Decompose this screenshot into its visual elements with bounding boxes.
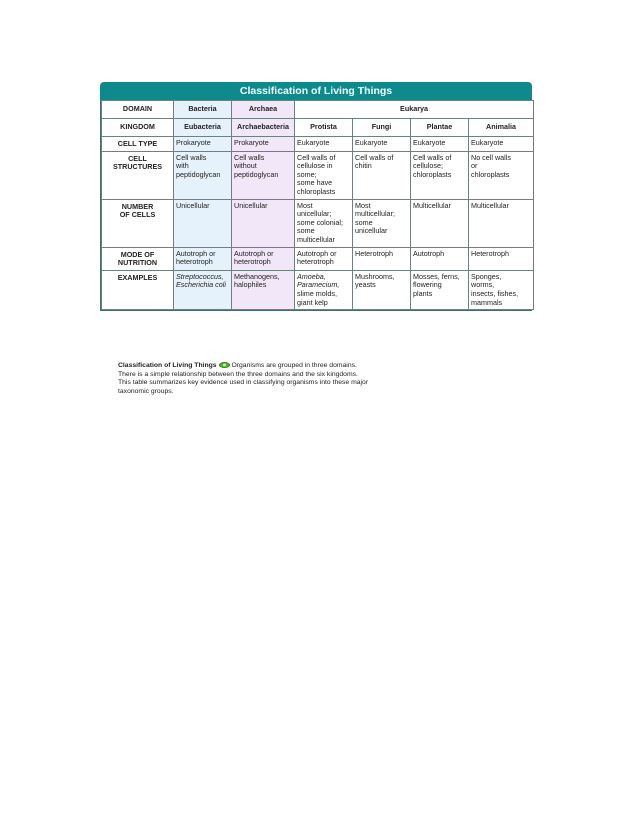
cell-line: peptidoglycan <box>234 169 279 179</box>
cell-line: Prokaryote <box>176 138 211 147</box>
cell-line: Cell walls <box>176 152 207 162</box>
table-cell <box>469 199 534 247</box>
row-label-line: NUTRITION <box>117 258 158 268</box>
table-cell <box>295 137 353 152</box>
cell-line: Most <box>297 200 313 210</box>
row-label <box>102 137 174 152</box>
cell-line: without <box>234 161 257 171</box>
eye-icon <box>219 362 230 368</box>
cell-line: slime molds, <box>297 288 337 298</box>
table-row <box>102 199 534 247</box>
table-cell <box>469 151 534 199</box>
cell-line: Heterotroph <box>471 248 509 258</box>
table-cell <box>295 247 353 270</box>
cell-line: heterotroph <box>297 257 334 267</box>
cell-line: Cell walls <box>234 152 265 162</box>
table-cell <box>469 270 534 309</box>
cell-line: Escherichia coli <box>176 280 226 290</box>
cell-line: Paramecium, <box>297 280 340 290</box>
cell-line: plants <box>413 288 433 298</box>
row-label-line: CELL <box>128 153 147 163</box>
table-cell <box>174 270 232 309</box>
cell-line: or <box>471 161 478 171</box>
table-cell <box>353 199 411 247</box>
cell-line: Autotroph or <box>176 248 216 258</box>
table-cell <box>174 247 232 270</box>
table-row <box>102 151 534 199</box>
table-cell <box>469 137 534 152</box>
classification-figure <box>100 82 532 311</box>
cell-line: Eukaryote <box>413 138 446 147</box>
cell-line: unicellular; <box>297 209 332 219</box>
cell-line: No cell walls <box>471 152 511 162</box>
row-label-line: MODE OF <box>120 249 155 259</box>
cell-line: Unicellular <box>176 200 210 210</box>
table-cell <box>232 247 295 270</box>
caption-line4: taxonomic groups. <box>118 387 174 395</box>
cell-line: Mushrooms, <box>355 271 395 281</box>
table-cell <box>174 137 232 152</box>
cell-line: Eukaryote <box>471 138 504 147</box>
cell-line: flowering <box>413 280 442 290</box>
table-cell <box>353 137 411 152</box>
table-cell <box>295 199 353 247</box>
cell-line: some <box>297 226 315 236</box>
header-cell: Protista <box>295 119 353 137</box>
cell-line: some colonial; <box>297 217 343 227</box>
cell-line: Heterotroph <box>355 248 393 258</box>
table-cell <box>411 151 469 199</box>
table-cell <box>232 137 295 152</box>
cell-line: some have <box>297 178 333 188</box>
header-cell: Plantae <box>411 119 469 137</box>
cell-line: heterotroph <box>234 257 271 267</box>
cell-line: heterotroph <box>176 257 213 267</box>
cell-line: Autotroph or <box>234 248 274 258</box>
cell-line: Eukaryote <box>355 138 388 147</box>
caption-line2: There is a simple relationship between the three domains and the six kingdoms. <box>118 370 358 378</box>
table-cell <box>411 199 469 247</box>
table-cell <box>295 270 353 309</box>
cell-line: Multicellular <box>471 200 509 210</box>
row-label <box>102 199 174 247</box>
cell-line: peptidoglycan <box>176 169 221 179</box>
row-label-line: NUMBER <box>121 201 154 211</box>
header-row <box>102 101 534 119</box>
cell-line: cellulose; <box>413 161 443 171</box>
row-label: DOMAIN <box>102 101 174 119</box>
cell-line: halophiles <box>234 280 267 290</box>
table-cell <box>411 137 469 152</box>
cell-line: chloroplasts <box>413 169 452 179</box>
cell-line: Mosses, ferns, <box>413 271 460 281</box>
table-cell <box>232 270 295 309</box>
row-label <box>102 270 174 309</box>
cell-line: Most <box>355 200 371 210</box>
caption-line1: Organisms are grouped in three domains. <box>231 362 357 369</box>
header-cell: Animalia <box>469 119 534 137</box>
table-frame <box>100 100 532 311</box>
table-cell <box>411 270 469 309</box>
table-row <box>102 247 534 270</box>
header-cell: Archaebacteria <box>232 119 295 137</box>
table-cell <box>232 199 295 247</box>
header-cell: Eukarya <box>295 101 534 119</box>
table-cell <box>232 151 295 199</box>
cell-line: multicellular; <box>355 209 395 219</box>
cell-line: cellulose in <box>297 161 333 171</box>
cell-line: Amoeba, <box>297 271 326 281</box>
cell-line: mammals <box>471 297 503 307</box>
cell-line: Cell walls of <box>355 152 394 162</box>
cell-line: worms, <box>471 280 495 290</box>
header-cell: Fungi <box>353 119 411 137</box>
cell-line: with <box>176 161 189 171</box>
table-cell <box>174 199 232 247</box>
cell-line: Streptococcus, <box>176 271 224 281</box>
header-row <box>102 119 534 137</box>
row-label-line: OF CELLS <box>119 210 156 220</box>
table-row <box>102 270 534 309</box>
table-cell <box>353 270 411 309</box>
caption-title: Classification of Living Things <box>118 362 217 369</box>
cell-line: chitin <box>355 161 372 171</box>
row-label-line: STRUCTURES <box>112 162 163 172</box>
cell-line: yeasts <box>355 280 376 290</box>
cell-line: unicellular <box>355 226 388 236</box>
cell-line: insects, fishes, <box>471 288 519 298</box>
row-label <box>102 247 174 270</box>
cell-line: Cell walls of <box>413 152 452 162</box>
cell-line: some; <box>297 169 317 179</box>
table-cell <box>469 247 534 270</box>
cell-line: Eukaryote <box>297 138 330 147</box>
classification-table <box>101 100 534 310</box>
header-cell: Bacteria <box>174 101 232 119</box>
cell-line: Autotroph or <box>297 248 337 258</box>
row-label: KINGDOM <box>102 119 174 137</box>
cell-line: chloroplasts <box>471 169 510 179</box>
cell-line: Prokaryote <box>234 138 269 147</box>
cell-line: Sponges, <box>471 271 502 281</box>
cell-line: giant kelp <box>297 297 328 307</box>
row-label-line: CELL TYPE <box>117 139 158 148</box>
table-cell <box>174 151 232 199</box>
header-cell: Archaea <box>232 101 295 119</box>
table-row <box>102 137 534 152</box>
table-cell <box>353 247 411 270</box>
row-label-line: EXAMPLES <box>117 272 158 282</box>
header-cell: Eubacteria <box>174 119 232 137</box>
cell-line: Methanogens, <box>234 271 280 281</box>
cell-line: Cell walls of <box>297 152 336 162</box>
cell-line: some <box>355 217 373 227</box>
cell-line: multicellular <box>297 234 335 244</box>
table-cell <box>411 247 469 270</box>
cell-line: Unicellular <box>234 200 268 210</box>
cell-line: chloroplasts <box>297 186 336 196</box>
row-label <box>102 151 174 199</box>
caption-line3: This table summarizes key evidence used in classifying organisms into these major <box>118 379 369 387</box>
table-cell <box>295 151 353 199</box>
cell-line: Multicellular <box>413 200 451 210</box>
table-cell <box>353 151 411 199</box>
table-title: Classification of Living Things <box>100 82 532 100</box>
cell-line: Autotroph <box>413 248 445 258</box>
figure-caption <box>118 362 423 396</box>
